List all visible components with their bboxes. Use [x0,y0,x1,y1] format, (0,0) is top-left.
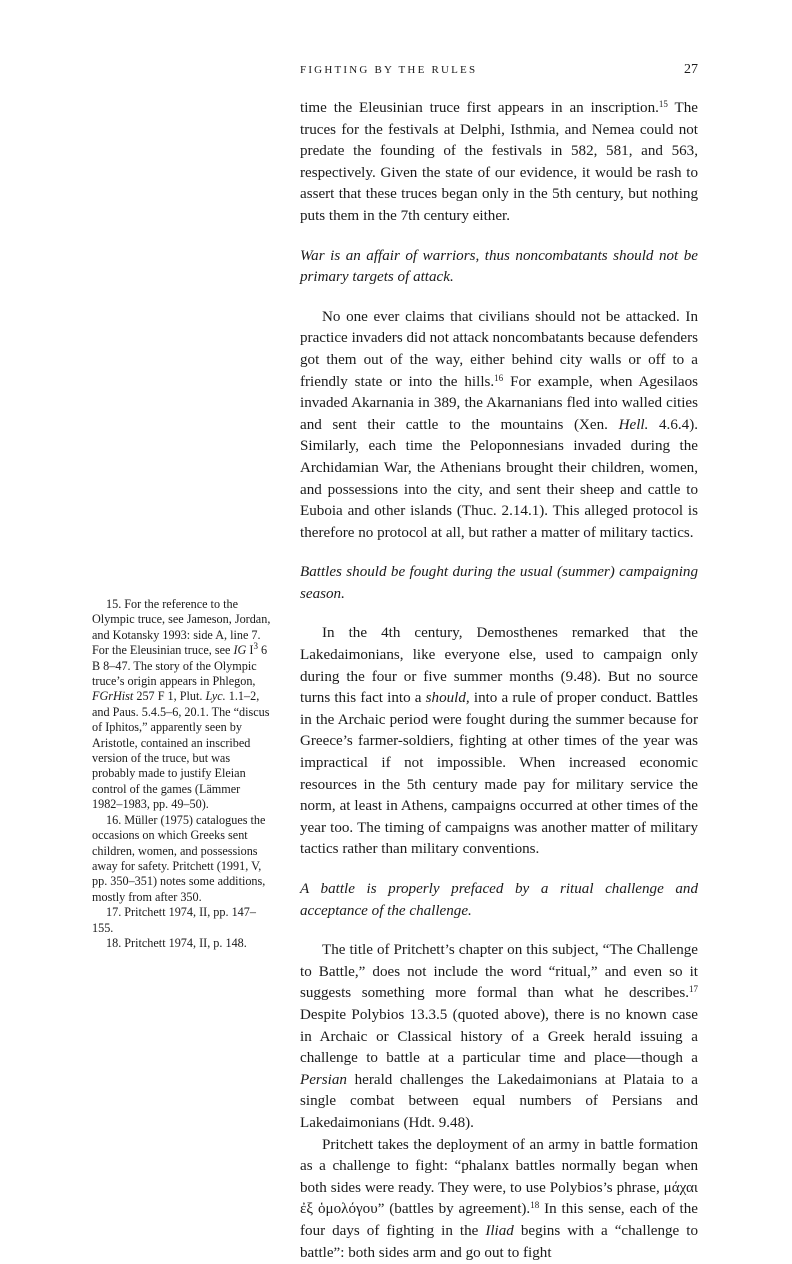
text-run: In the 4th century, Demosthenes remarked that the Lakedaimonians, like everyone else, used to campaign only during the four or five summer months (9.48). But no source turns this fact into a [300,625,698,707]
text-run: In this sense, each of the four days of fighting in the [300,1201,698,1239]
paragraph-5 [300,1135,698,1264]
text-run: Pritchett takes the deployment of an army in battle formation as a challenge to fight: “phalanx battles normally began when both sides were ready. They were, to use Polybios’s phrase, μάχαι ἐξ ὁμολόγου” (battles by agreement). [300,1136,698,1218]
italic-run: Hell. [618,416,649,433]
text-run: Despite Polybios 13.3.5 (quoted above), there is no known case in Archaic or Classical history of a Greek herald issuing a challenge to battle at a particular time and place—though a [300,1006,698,1067]
superscript: 3 [253,641,258,652]
italic-run: should, [425,690,470,707]
text-run: 15. For the reference to the Olympic truce, see Jameson, Jordan, and Kotansky 1993: side A, line 7. For the Eleusinian truce, see [92,597,271,658]
italic-run: Iliad [485,1222,514,1239]
text-run: For example, when Agesilaos invaded Akarnania in 389, the Akarnanians fled into walled cities and sent their cattle to the mountains (Xen. [300,373,698,433]
text-run: time the Eleusinian truce first appears in an inscription. [300,100,659,116]
running-title: FIGHTING BY THE RULES [300,64,478,76]
text-run: I [246,643,254,658]
footnote-ref-15: 15 [658,99,668,109]
text-run: begins with a “challenge to battle”: both sides arm and go out to fight [300,1222,698,1261]
text-run: into a rule of proper conduct. Battles in the Archaic period were fought during the summer because for Greece’s farmer-soldiers, fighting at other times of the year was impractical if not impossible. When increased economic resources in the 5th century made pay for military service the norm, at least in Athens, campaigns occurred at other times of the year too. The timing of campaigns was another matter of military tactics rather than military conventions. [300,690,699,858]
footnote-ref-17: 17 [689,984,698,995]
italic-run: FGrHist [92,689,134,704]
footnote-18: 18. Pritchett 1974, II, p. 148. [106,935,247,950]
text-run: herald challenges the Lakedaimonians at Plataia to a single combat between equal numbers of Persians and Lakedaimonians (Hdt. 9.48). [300,1071,698,1131]
page-number: 27 [684,62,698,77]
text-run: No one ever claims that civilians should not be attacked. In practice invaders did not attack noncombatants because defenders got them out of the way, either behind city walls or off to a friendly state or into the hills. [300,308,698,390]
section-heading-1: War is an affair of warriors, thus noncombatants should not be primary targets of attack. [300,247,698,286]
italic-run: Lyc. [205,689,226,704]
section-heading-3: A battle is properly prefaced by a ritual challenge and acceptance of the challenge. [300,881,698,919]
italic-run: Persian [300,1071,347,1088]
text-run: 4.6.4). Similarly, each time the Peloponnesians invaded during the Archidamian War, the Athenians brought their children, women, and possessions into the city, and sent their sheep and cattle to Euboia and other islands (Thuc. 2.14.1). This alleged protocol is therefore no protocol at all, but rather a matter of military tactics. [300,416,698,541]
footnotes [92,597,272,951]
text-run: 1.1–2, and Paus. 5.4.5–6, 20.1. The “discus of Iphitos,” apparently seen by Aristotle, contained an inscribed version of the truce, but was probably made to justify Eleian control of the games (Lämmer 1982–1983, pp. 49–50). [92,689,270,812]
footnote-ref-16: 16 [494,372,504,383]
footnote-ref-18: 18 [530,1200,540,1211]
footnote-15 [92,597,272,813]
main-text [300,98,698,1264]
paragraph-4 [300,940,698,1134]
section-heading-2: Battles should be fought during the usual (summer) campaigning season. [300,564,698,602]
footnote-17: 17. Pritchett 1974, II, pp. 147–155. [92,905,256,935]
text-run: The truces for the festivals at Delphi, Isthmia, and Nemea could not predate the founding of the festivals in 582, 581, and 563, respectively. Given the state of our evidence, it would be rash to assert that these truces began only in the 5th century, but nothing puts them in the 7th century either. [300,100,698,224]
footnote-16: 16. Müller (1975) catalogues the occasions on which Greeks sent children, women, and possessions away for safety. Pritchett (1991, V, pp. 350–351) notes some additions, mostly from after 350. [92,812,266,904]
paragraph-1 [300,98,698,228]
text-run: The title of Pritchett’s chapter on this subject, “The Challenge to Battle,” does not include the word “ritual,” and even so it suggests something more formal than what he describes. [300,942,698,1002]
paragraph-3 [300,623,698,861]
text-run: 6 B 8–47. The story of the Olympic truce’s origin appears in Phlegon, [92,643,268,689]
italic-run: IG [233,643,247,658]
paragraph-2 [300,307,698,545]
text-run: 257 F 1, Plut. [133,689,206,704]
